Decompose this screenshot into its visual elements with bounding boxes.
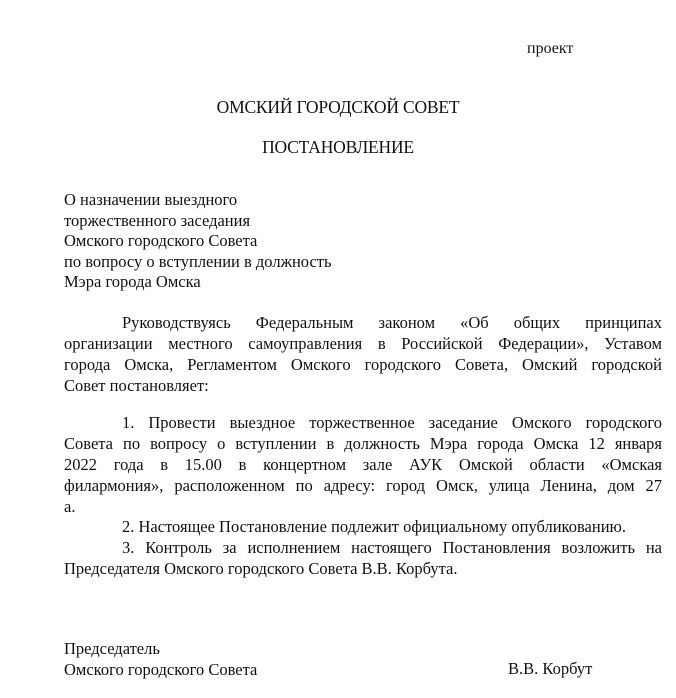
preamble-line: Совет постановляет:: [64, 376, 209, 395]
signatory-title-line: Председатель: [64, 639, 160, 658]
item-line: 2. Настоящее Постановление подлежит официальному опубликованию.: [122, 517, 626, 536]
preamble-line: города Омска, Регламентом Омского городского Совета, Омский городской: [64, 355, 662, 374]
preamble-line: Руководствуясь Федеральным законом «Об общих принципах: [122, 313, 662, 332]
resolution-item-2: [64, 516, 662, 537]
document-subject: [64, 190, 332, 293]
organization-name: ОМСКИЙ ГОРОДСКОЙ СОВЕТ: [216, 97, 460, 117]
subject-line: О назначении выездного: [64, 190, 238, 209]
item-line: 1. Провести выездное торжественное заседание Омского городского: [122, 413, 662, 432]
item-line: филармония», расположенном по адресу: город Омск, улица Ленина, дом 27: [64, 476, 662, 495]
item-line: 3. Контроль за исполнением настоящего Постановления возложить на: [122, 538, 662, 557]
signatory-name: В.В. Корбут: [508, 659, 593, 678]
signatory-title: [64, 638, 257, 680]
signatory-title-line: Омского городского Совета: [64, 660, 258, 679]
item-line: а.: [64, 497, 76, 516]
preamble-paragraph: [64, 312, 662, 396]
resolution-item-3: [64, 537, 662, 579]
document-type-title: ПОСТАНОВЛЕНИЕ: [262, 137, 414, 157]
subject-line: Омского городского Совета: [64, 231, 258, 250]
preamble-line: организации местного самоуправления в Российской Федерации», Уставом: [64, 334, 662, 353]
resolution-item-1: [64, 412, 662, 517]
item-line: 2022 года в 15.00 в концертном зале АУК Омской области «Омская: [64, 455, 662, 474]
draft-stamp: проект: [527, 40, 574, 57]
item-line: Председателя Омского городского Совета В.В. Корбута.: [64, 559, 458, 578]
subject-line: торжественного заседания: [64, 210, 251, 230]
item-line: Совета по вопросу о вступлении в должность Мэра города Омска 12 января: [64, 434, 662, 453]
subject-line: Мэра города Омска: [64, 272, 201, 291]
subject-line: по вопросу о вступлении в должность: [64, 251, 332, 271]
